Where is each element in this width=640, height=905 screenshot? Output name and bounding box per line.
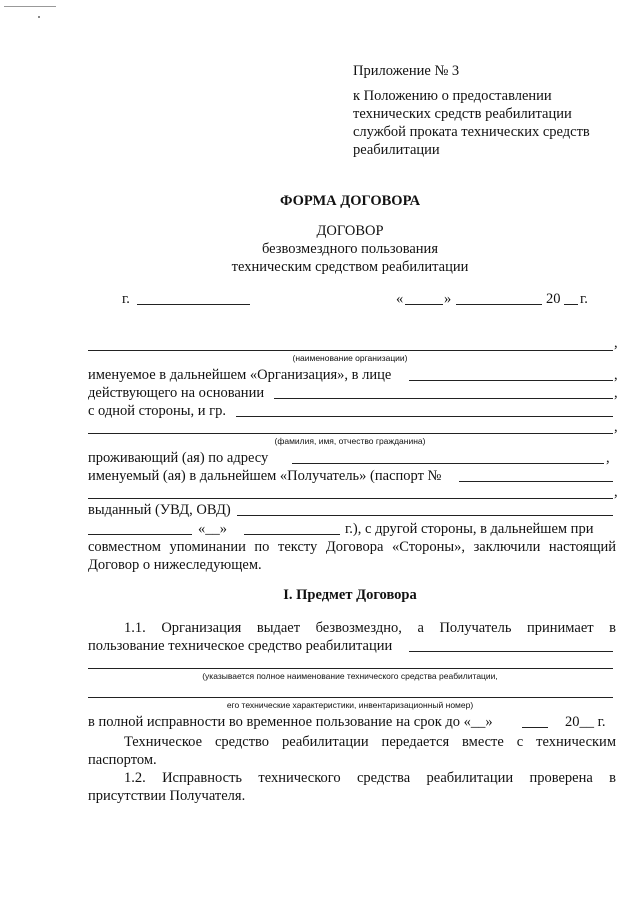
appendix-title: Приложение № 3 [353, 63, 460, 79]
issue-date-tail: г.), с другой стороны, в дальнейшем при [345, 521, 594, 537]
comma: , [614, 484, 618, 500]
recipient-label: именуемый (ая) в дальнейшем «Получатель» (паспорт № [88, 468, 442, 484]
basis-field[interactable] [274, 398, 613, 399]
device-name-field[interactable] [88, 668, 613, 669]
scan-dot [38, 16, 40, 18]
city-label: г. [122, 291, 130, 307]
appendix-line: технических средств реабилитации [353, 106, 572, 122]
device-chars-hint: его технические характеристики, инвентаризационный номер) [226, 700, 474, 710]
organization-hint: (наименование организации) [292, 353, 408, 363]
address-field[interactable] [292, 463, 604, 464]
device-field[interactable] [409, 651, 613, 652]
city-field[interactable] [137, 304, 250, 305]
appendix-line: реабилитации [353, 142, 440, 158]
device-name-hint: (указывается полное наименование технического средства реабилитации, [202, 671, 498, 681]
clause-text: пользование техническое средство реабилитации [88, 638, 393, 654]
representative-field[interactable] [409, 380, 613, 381]
issue-date-quote: «__» [198, 521, 227, 537]
contract-title: ДОГОВОР [316, 223, 384, 239]
appendix-line: к Положению о предоставлении [353, 88, 552, 104]
device-chars-field[interactable] [88, 697, 613, 698]
comma: , [614, 385, 618, 401]
citizen-hint: (фамилия, имя, отчество гражданина) [274, 436, 426, 446]
basis-label: действующего на основании [88, 385, 265, 401]
form-title: ФОРМА ДОГОВОРА [279, 193, 421, 209]
year-suffix: г. [580, 291, 588, 307]
term-label: в полной исправности во временное пользование на срок до «__» [88, 714, 493, 730]
address-label: проживающий (ая) по адресу [88, 450, 269, 466]
clause-text: Техническое средство реабилитации передается вместе с техническим [124, 734, 616, 750]
passport-field[interactable] [459, 481, 613, 482]
comma: , [614, 419, 618, 435]
year-field[interactable] [564, 304, 578, 305]
passport-extra-field[interactable] [88, 498, 613, 499]
issue-day-field[interactable] [88, 534, 192, 535]
scan-mark [4, 6, 56, 7]
issue-month-field[interactable] [244, 534, 340, 535]
appendix-line: службой проката технических средств [353, 124, 590, 140]
year-prefix: 20 [546, 291, 561, 307]
clause-text: 1.2. Исправность технического средства реабилитации проверена в [124, 770, 616, 786]
comma: , [614, 367, 618, 383]
comma: , [606, 450, 610, 466]
month-field[interactable] [456, 304, 542, 305]
citizen-field[interactable] [236, 416, 613, 417]
clause-text: 1.1. Организация выдает безвозмездно, а Получатель принимает в [124, 620, 616, 636]
organization-field[interactable] [88, 350, 613, 351]
term-year: 20__ г. [565, 714, 606, 730]
contract-subtitle: безвозмездного пользования [262, 241, 438, 257]
parties-text: совместном упоминании по тексту Договора «Стороны», заключили настоящий [88, 539, 616, 555]
issued-by-field[interactable] [237, 515, 613, 516]
issued-label: выданный (УВД, ОВД) [88, 502, 231, 518]
citizen-name-field[interactable] [88, 433, 613, 434]
date-open-quote: « [396, 291, 404, 307]
clause-text: присутствии Получателя. [88, 788, 246, 804]
term-month-field[interactable] [522, 727, 548, 728]
parties-text: Договор о нижеследующем. [88, 557, 262, 573]
organization-label: именуемое в дальнейшем «Организация», в лице [88, 367, 392, 383]
side-label: с одной стороны, и гр. [88, 403, 226, 419]
section-title: I. Предмет Договора [283, 587, 417, 603]
comma: , [614, 335, 618, 351]
date-close-quote: » [444, 291, 452, 307]
clause-text: паспортом. [88, 752, 157, 768]
contract-subtitle: техническим средством реабилитации [231, 259, 469, 275]
day-field[interactable] [405, 304, 443, 305]
